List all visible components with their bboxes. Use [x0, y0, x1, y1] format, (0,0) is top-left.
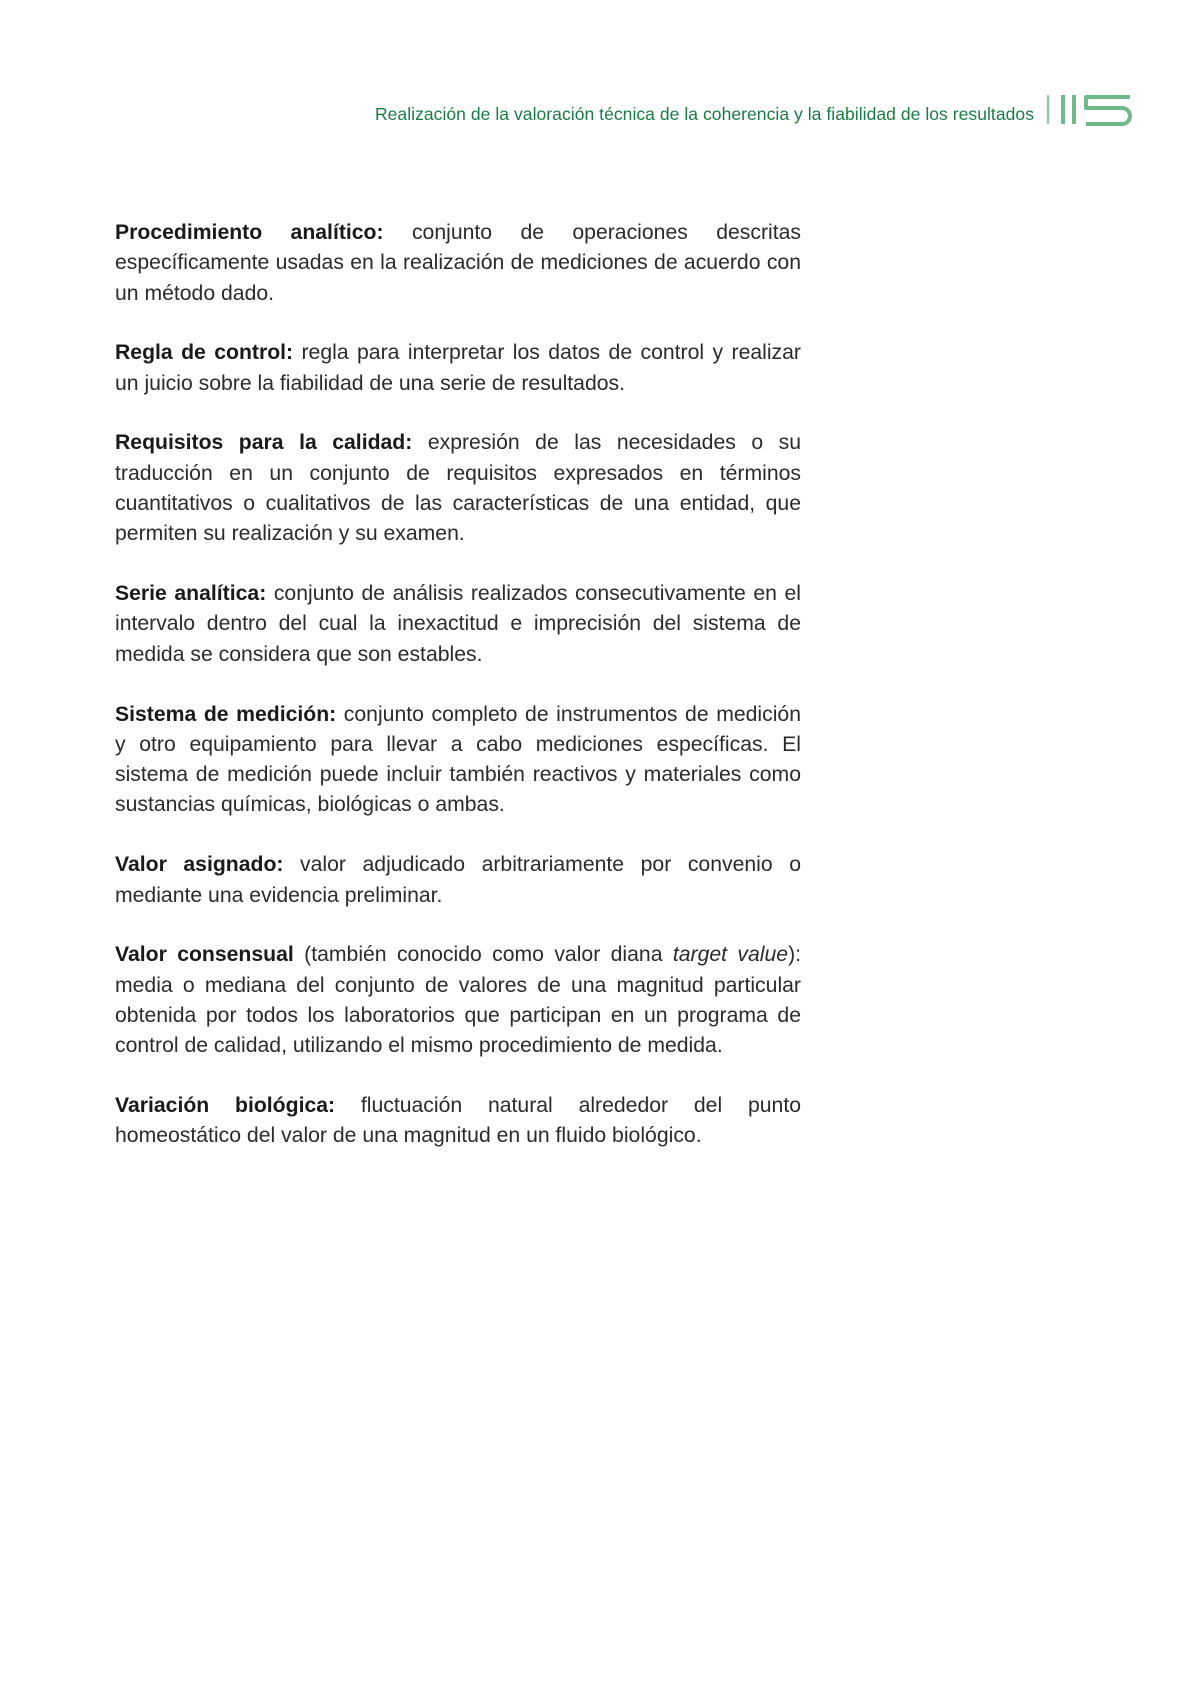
term: Valor consensual	[115, 943, 294, 967]
definition-variacion-biologica	[115, 1091, 801, 1152]
definition-regla-de-control	[115, 338, 801, 399]
term: Valor asignado:	[115, 853, 284, 877]
term: Regla de control:	[115, 341, 294, 365]
term-note-italic: target value	[672, 943, 789, 967]
term: Variación biológica:	[115, 1094, 336, 1118]
term: Sistema de medición:	[115, 702, 337, 726]
term: Serie analítica:	[115, 582, 267, 606]
header-title: Realización de la valoración técnica de la coherencia y la fiabilidad de los resultados	[374, 104, 1034, 124]
definition-text: expresión de las necesidades o su traducción en un conjunto de requisitos expresados en términos cuantitativos o cualitativos de las características de una entidad, que permiten su realización y su examen.	[115, 431, 801, 546]
definition-valor-consensual	[115, 940, 801, 1061]
definition-text: conjunto de operaciones descritas específicamente usadas en la realización de mediciones de acuerdo con un método dado.	[115, 221, 801, 305]
page-number-glyph	[1046, 92, 1134, 128]
definition-procedimiento-analitico	[115, 218, 801, 309]
term-note-after: ):	[788, 943, 802, 967]
running-header	[375, 92, 1134, 128]
definition-text: valor adjudicado arbitrariamente por convenio o mediante una evidencia preliminar.	[115, 853, 801, 907]
definitions-list	[115, 218, 801, 1181]
definition-valor-asignado	[115, 850, 801, 911]
definition-text: fluctuación natural alrededor del punto homeostático del valor de una magnitud en un fluido biológico.	[115, 1094, 801, 1148]
term-note-before: (también conocido como valor diana	[293, 943, 673, 967]
page-number	[1046, 92, 1134, 128]
term: Requisitos para la calidad:	[115, 431, 413, 455]
definition-text: conjunto de análisis realizados consecutivamente en el intervalo dentro del cual la inexactitud e imprecisión del sistema de medida se considera que son estables.	[115, 582, 801, 666]
definition-requisitos-calidad	[115, 428, 801, 549]
definition-text: media o mediana del conjunto de valores de una magnitud particular obtenida por todos los laboratorios que participan en un programa de control de calidad, utilizando el mismo procedimiento de medida.	[115, 973, 801, 1058]
definition-text: conjunto completo de instrumentos de medición y otro equipamiento para llevar a cabo mediciones específicas. El sistema de medición puede incluir también reactivos y materiales como sustancias químicas, biológicas o ambas.	[115, 702, 801, 817]
definition-text: regla para interpretar los datos de control y realizar un juicio sobre la fiabilidad de una serie de resultados.	[115, 341, 801, 395]
definition-serie-analitica	[115, 579, 801, 670]
definition-sistema-de-medicion	[115, 700, 801, 821]
term: Procedimiento analítico:	[115, 221, 384, 244]
